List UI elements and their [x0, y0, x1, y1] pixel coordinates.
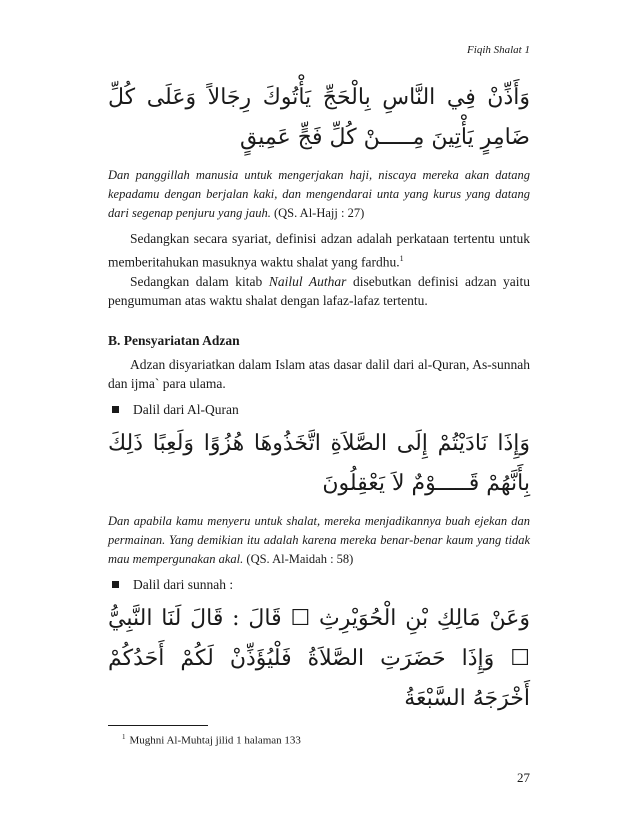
verse-reference: (QS. Al-Hajj : 27) — [273, 206, 365, 220]
bullet-label: Dalil dari sunnah : — [133, 576, 234, 592]
paragraph-definition — [108, 229, 530, 272]
square-bullet-icon — [112, 406, 119, 413]
footnote — [122, 733, 301, 747]
paragraph-text: Sedangkan dalam kitab — [130, 273, 269, 289]
translation-text: Dan panggillah manusia untuk mengerjakan haji, niscaya mereka akan datang kepadamu dengan berjalan kaki, dan mengendarai unta yang kurus yang datang dari segenap penjuru yang jauh. — [108, 168, 530, 220]
quran-verse-arabic: وَإِذَا نَادَيْتُمْ إِلَى الصَّلاَةِ اتَّخَذُوهَا هُزُوًا وَلَعِبًا ذَلِكَ بِأَنَّهُمْ قَـــــوْمٌ لاَ يَعْقِلُونَ — [108, 430, 530, 496]
page-content — [108, 78, 530, 719]
quran-verse-translation — [108, 512, 530, 569]
bullet-label: Dalil dari Al-Quran — [133, 401, 239, 417]
bullet-item — [108, 400, 530, 420]
paragraph-nailul-authar — [108, 272, 530, 311]
paragraph-text: disebutkan definisi adzan yaitu pengumuman atas waktu shalat dengan lafaz-lafaz tertentu. — [108, 273, 531, 308]
running-header: Fiqih Shalat 1 — [467, 44, 530, 56]
page-number: 27 — [517, 770, 530, 785]
quran-verse-translation — [108, 166, 530, 223]
section-heading: B. Pensyariatan Adzan — [108, 332, 240, 348]
footnote-number: 1 — [122, 733, 126, 741]
footnote-divider — [108, 725, 208, 726]
bullet-item — [108, 575, 530, 595]
hadith-arabic: وَعَنْ مَالِكِ بْنِ الْحُوَيْرِثِ ☐ قَالَ : قَالَ لَنَا النَّبِيُّ ☐ وَإِذَا حَضَرَتِ الصَّلاَةُ فَلْيُؤَذِّنْ لَكُمْ أَحَدُكُمْ أَخْرَجَهُ السَّبْعَةُ — [108, 605, 530, 711]
verse-reference: (QS. Al-Maidah : 58) — [246, 551, 354, 566]
book-title: Nailul Authar — [268, 273, 347, 289]
square-bullet-icon — [112, 581, 119, 588]
paragraph-pensyariatan: Adzan disyariatkan dalam Islam atas dasar dalil dari al-Quran, As-sunnah dan ijma` para ulama. — [108, 356, 530, 391]
quran-verse-arabic: وَأَذِّنْ فِي النَّاسِ بِالْحَجِّ يَأْتُوكَ رِجَالاً وَعَلَى كُلِّ ضَامِرٍ يَأْتِينَ مِـــــنْ كُلِّ فَجٍّ عَمِيقٍ — [108, 85, 530, 150]
translation-text: Dan apabila kamu menyeru untuk shalat, mereka menjadikannya buah ejekan dan permainan. Yang demikian itu adalah karena mereka benar-benar kaum yang tidak mau mempergunakan akal. — [108, 513, 530, 566]
footnote-marker[interactable]: 1 — [399, 253, 404, 263]
footnote-text: Mughni Al-Muhtaj jilid 1 halaman 133 — [129, 734, 301, 747]
paragraph-text: Sedangkan secara syariat, definisi adzan adalah perkataan tertentu untuk memberitahukan masuknya waktu shalat yang fardhu. — [108, 231, 530, 269]
